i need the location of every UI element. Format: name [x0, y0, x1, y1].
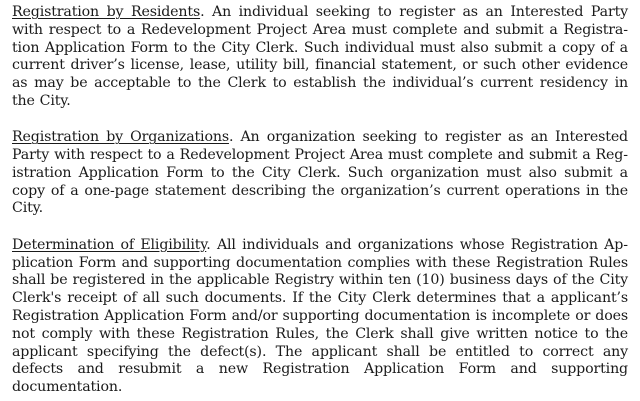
section-body: . An individual seeking to register as an Interested Party with respect to a Redevelopment Project Area must complete and submit a Registration Application Form to the City Clerk. Such individual must also submit a copy of a current driver’s license, lease, utility bill, financial statement, or such other evidence as may be acceptable to the Clerk to establish the individual’s current residency in the City.	[12, 4, 628, 109]
section-determination-of-eligibility	[12, 237, 628, 397]
section-registration-by-residents	[12, 4, 628, 111]
section-heading: Registration by Organizations	[12, 129, 229, 146]
document-page	[12, 4, 628, 397]
section-body: . All individuals and organizations whose Registration Application Form and supporting documentation complies with these Registration Rules shall be registered in the applicable Registry within ten (10) business days of the City Clerk's receipt of all such documents. If the City Clerk determines that a applicant’s Registration Application Form and/or supporting documentation is incomplete or does not comply with these Registration Rules, the Clerk shall give written notice to the applicant specifying the defect(s). The applicant shall be entitled to correct any defects and resubmit a new Registration Application Form and supporting documentation.	[12, 236, 628, 396]
section-body: . An organization seeking to register as an Interested Party with respect to a Redevelopment Project Area must complete and submit a Registration Application Form to the City Clerk. Such organization must also submit a copy of a one-page statement describing the organization’s current operations in the City.	[12, 129, 628, 217]
section-heading: Registration by Residents	[12, 4, 201, 20]
section-heading: Determination of Eligibility	[12, 236, 207, 253]
section-registration-by-organizations	[12, 129, 628, 218]
